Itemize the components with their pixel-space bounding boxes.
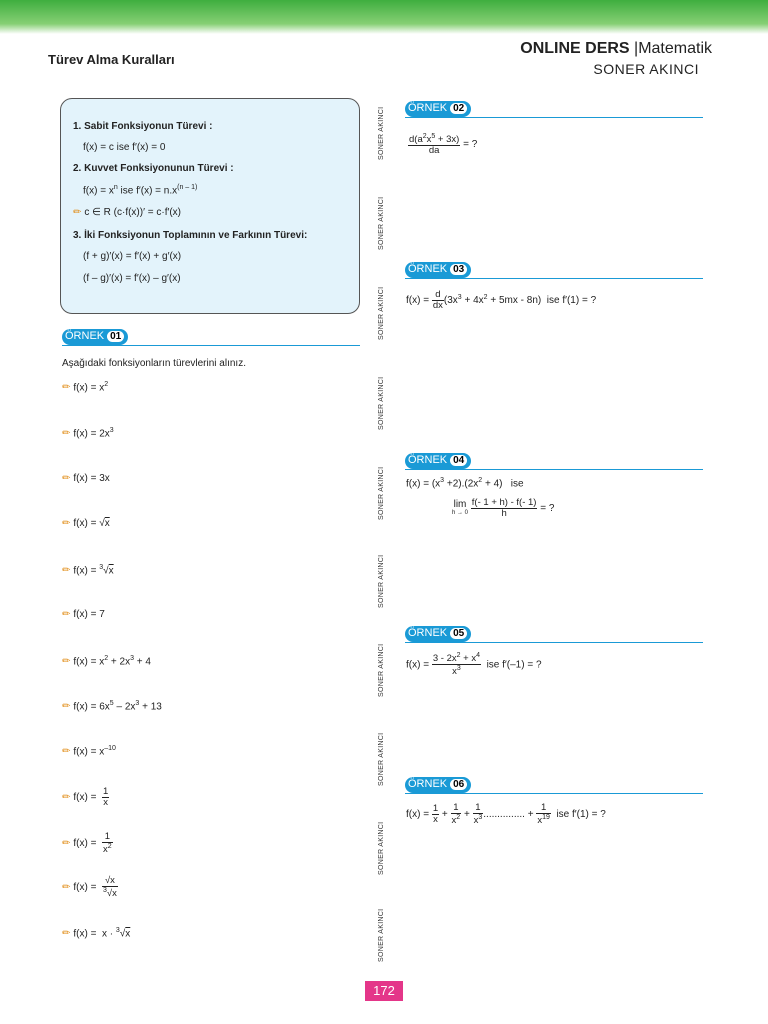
- pencil-icon: ✏: [62, 838, 71, 850]
- side-label: SONER AKINCI: [378, 908, 385, 962]
- pencil-icon: ✏: [62, 473, 71, 484]
- example03-expression: f(x) = $\frac{d}{dx}$ $(3x^3 + 4x^2 + 5mx - 8n)$ ise f′(1) = ?: [406, 289, 597, 311]
- example01-item: ✏ f(x) = $^3$√x: [62, 564, 114, 577]
- example02-expression: $\frac{d(a^2x^5 + 3x)}{da}$ = ?: [409, 133, 478, 157]
- top-green-band: [0, 0, 768, 34]
- rule3-title: 3. İki Fonksiyonun Toplamının ve Farkının Türevi:: [73, 230, 308, 241]
- pencil-icon: ✏: [62, 746, 71, 758]
- pencil-icon: ✏: [62, 428, 71, 440]
- pencil-icon: ✏: [62, 382, 71, 394]
- chapter-title: Türev Alma Kuralları: [48, 52, 175, 67]
- pencil-icon: ✏: [62, 518, 71, 529]
- page-number: 172: [365, 981, 403, 1001]
- example01-item: ✏ f(x) = 3x: [62, 473, 110, 484]
- rule2-title: 2. Kuvvet Fonksiyonunun Türevi :: [73, 163, 234, 174]
- example04-line1: $f(x) = (x^3 +2).(2x^2 + 4)$ ise: [406, 477, 524, 490]
- pencil-icon: ✏: [62, 701, 71, 713]
- side-label: SONER AKINCI: [378, 732, 385, 786]
- rules-box: [60, 98, 360, 314]
- pencil-icon: ✏: [62, 928, 71, 940]
- brand-header: [520, 40, 712, 77]
- pencil-icon: ✏: [62, 882, 71, 894]
- example01-item: ✏ f(x) = $\frac{1}{x^2}$: [62, 831, 112, 856]
- example05-expression: f(x) = $\frac{3 - 2x^2 + x^4}{x^3}$ ise f′(–1) = ?: [406, 652, 542, 678]
- rule1-title: 1. Sabit Fonksiyonun Türevi :: [73, 121, 213, 132]
- brand-subject: Matematik: [638, 40, 712, 57]
- pencil-icon: ✏: [62, 609, 71, 620]
- pencil-icon: ✏: [62, 792, 71, 804]
- side-label: SONER AKINCI: [378, 821, 385, 875]
- example01-item: ✏ $f(x) = 2x^3$: [62, 427, 114, 440]
- example01-item: ✏ f(x) = x · $^3$√x: [62, 927, 131, 940]
- example01-item: ✏ f(x) = $\frac{√x}{^3√x}$: [62, 875, 117, 900]
- brand-bold: ONLINE DERS: [520, 40, 630, 57]
- side-label: SONER AKINCI: [378, 196, 385, 250]
- side-label: SONER AKINCI: [378, 106, 385, 160]
- side-label: SONER AKINCI: [378, 376, 385, 430]
- brand-separator: |: [634, 40, 639, 57]
- rule3-diff: (f – g)′(x) = f′(x) – g′(x): [83, 273, 181, 284]
- example01-item: ✏ f(x) = 7: [62, 609, 105, 620]
- side-label: SONER AKINCI: [378, 643, 385, 697]
- example01-item: ✏ $f(x) = x^{-10}$: [62, 745, 116, 758]
- side-label: SONER AKINCI: [378, 554, 385, 608]
- example01-prompt: Aşağıdaki fonksiyonların türevlerini alınız.: [62, 358, 246, 369]
- pencil-icon: ✏: [62, 656, 71, 668]
- rule2-body: $f(x) = x^n$ ise $f'(x) = n.x^{(n - 1)}$: [83, 184, 198, 197]
- example04-limit: lim h → 0 $\frac{f(- 1 + h) - f(- 1)}{h}$ = ?: [452, 497, 555, 519]
- example01-item: ✏ $f(x) = 6x^5 - 2x^3 + 13$: [62, 700, 162, 713]
- pencil-icon: ✏: [62, 565, 71, 577]
- side-label: SONER AKINCI: [378, 286, 385, 340]
- example01-item: ✏ $f(x) = x^2$: [62, 381, 109, 394]
- rule2-note: ✏ c ∈ R (c·f(x))′ = c·f′(x): [73, 207, 182, 218]
- side-label: SONER AKINCI: [378, 466, 385, 520]
- example01-item: ✏ f(x) = $\frac{1}{x}$: [62, 786, 109, 808]
- example06-expression: f(x) = $\frac{1}{x}$ + $\frac{1}{x^2}$ + $\frac{1}{x^3}$ ............... + $\frac{1}{x^{19}}$ ise f′(1) = ?: [406, 802, 606, 827]
- author-name: SONER AKINCI: [593, 61, 699, 77]
- pencil-icon: ✏: [73, 207, 82, 218]
- rule3-sum: (f + g)′(x) = f′(x) + g′(x): [83, 251, 182, 262]
- example01-item: ✏ $f(x) = x^2 + 2x^3 + 4$: [62, 655, 151, 668]
- rule1-body: f(x) = c ise f′(x) = 0: [83, 142, 166, 153]
- example01-item: ✏ f(x) = √x: [62, 518, 110, 529]
